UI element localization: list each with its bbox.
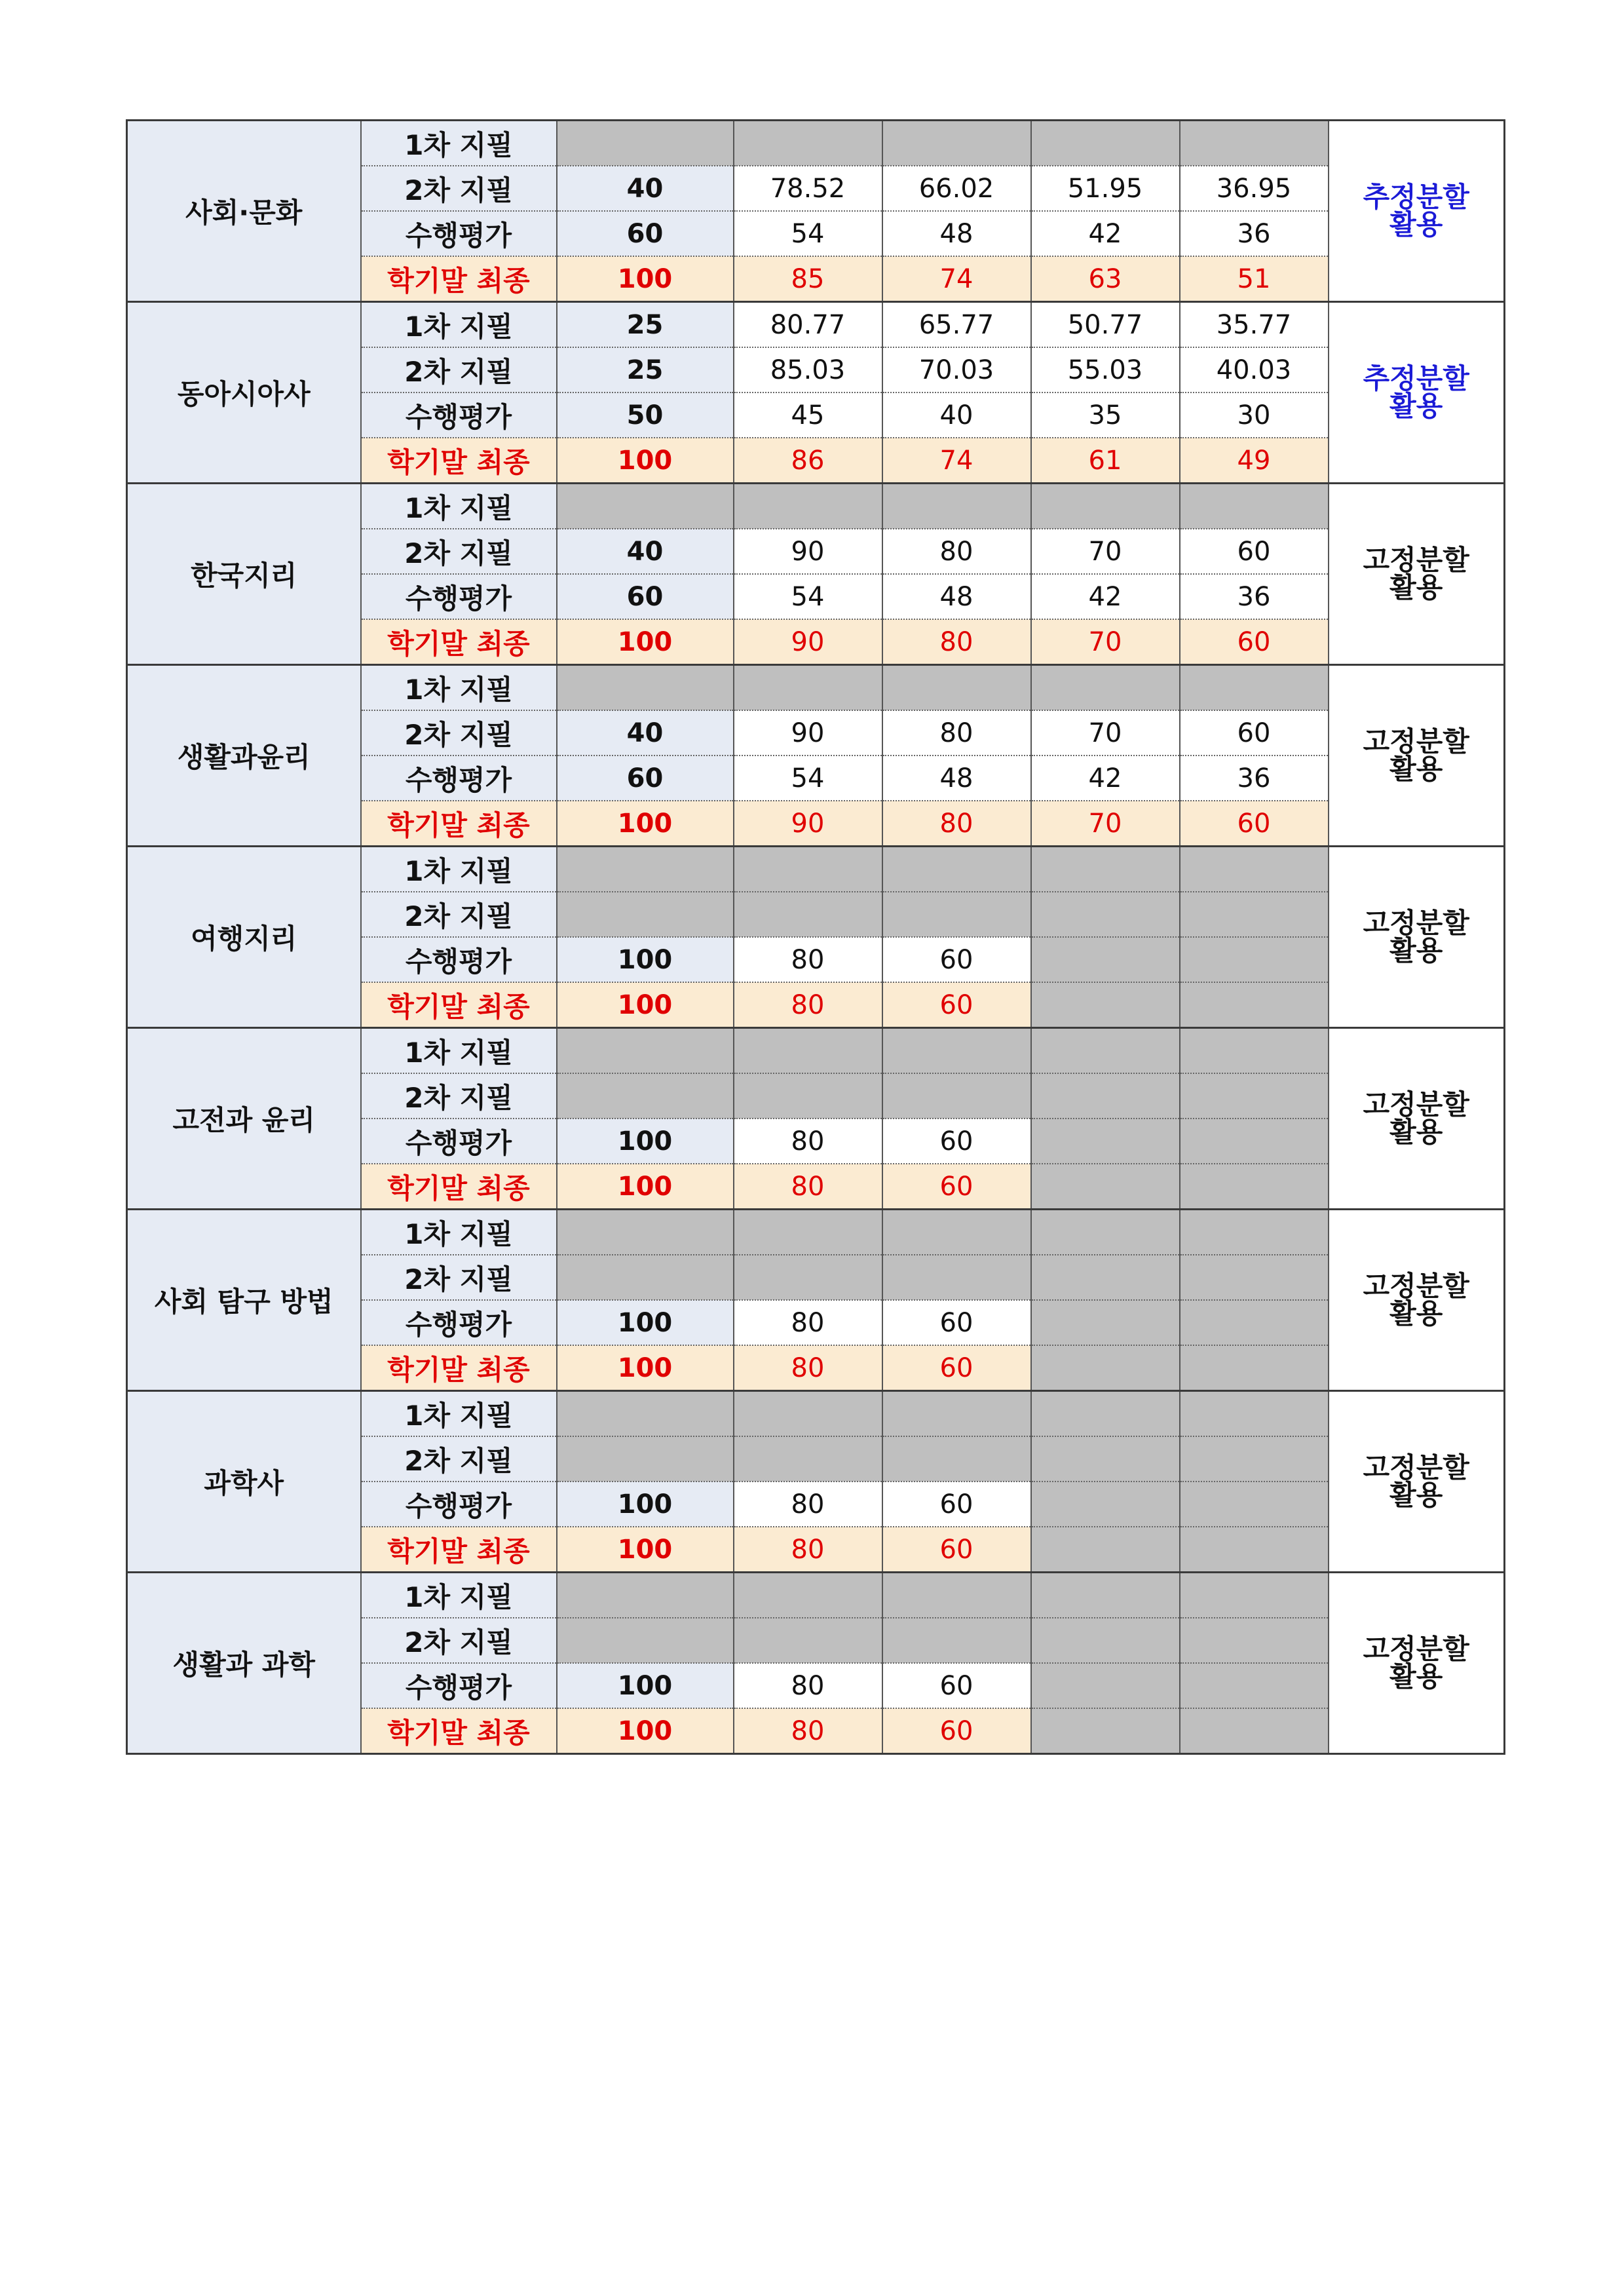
weight-cell: 40 — [557, 710, 734, 756]
empty-cell — [1180, 1482, 1329, 1527]
table-row — [127, 1391, 1505, 1437]
empty-cell — [557, 1573, 734, 1618]
cutoff-cell: 42 — [1031, 756, 1180, 801]
empty-cell — [1031, 1300, 1180, 1345]
table-body — [127, 121, 1505, 1754]
empty-cell — [734, 665, 882, 711]
empty-cell — [1031, 1210, 1180, 1255]
assessment-label: 2차 지필 — [361, 347, 557, 392]
assessment-label: 2차 지필 — [361, 1618, 557, 1663]
cutoff-cell: 60 — [882, 1663, 1031, 1708]
empty-cell — [882, 1073, 1031, 1119]
empty-cell — [557, 665, 734, 711]
assessment-label: 2차 지필 — [361, 1436, 557, 1482]
table-row — [127, 847, 1505, 892]
weight-cell: 100 — [557, 1345, 734, 1391]
empty-cell — [882, 847, 1031, 892]
empty-cell — [734, 1073, 882, 1119]
assessment-label: 수행평가 — [361, 574, 557, 619]
empty-cell — [734, 1255, 882, 1300]
split-method-note — [1329, 1210, 1505, 1391]
empty-cell — [1180, 1527, 1329, 1573]
method-line: 고정분할 — [1363, 725, 1469, 757]
method-line: 활용 — [1389, 208, 1443, 240]
assessment-label: 1차 지필 — [361, 302, 557, 348]
method-line: 고정분할 — [1363, 1451, 1469, 1483]
weight-cell: 25 — [557, 302, 734, 348]
empty-cell — [882, 121, 1031, 166]
final-cutoff-cell: 80 — [734, 982, 882, 1028]
method-line: 추정분할 — [1363, 362, 1469, 394]
weight-cell: 100 — [557, 1300, 734, 1345]
table-row — [127, 1028, 1505, 1074]
grade-cutoff-table — [126, 119, 1505, 1755]
assessment-label: 2차 지필 — [361, 529, 557, 574]
cutoff-cell: 80 — [734, 1482, 882, 1527]
final-cutoff-cell: 80 — [882, 801, 1031, 847]
assessment-label: 수행평가 — [361, 392, 557, 438]
empty-cell — [1180, 1300, 1329, 1345]
empty-cell — [557, 121, 734, 166]
empty-cell — [1180, 937, 1329, 982]
empty-cell — [1180, 121, 1329, 166]
cutoff-cell: 80 — [882, 710, 1031, 756]
table-row — [127, 121, 1505, 166]
empty-cell — [1031, 1255, 1180, 1300]
cutoff-cell: 90 — [734, 710, 882, 756]
final-cutoff-cell: 60 — [882, 1345, 1031, 1391]
method-line: 활용 — [1389, 390, 1443, 422]
empty-cell — [1180, 484, 1329, 529]
empty-cell — [557, 892, 734, 937]
weight-cell: 100 — [557, 801, 734, 847]
empty-cell — [557, 1028, 734, 1074]
weight-cell: 100 — [557, 1482, 734, 1527]
method-line: 고정분할 — [1363, 1633, 1469, 1665]
split-method-note — [1329, 1391, 1505, 1573]
empty-cell — [1031, 1482, 1180, 1527]
assessment-label: 수행평가 — [361, 756, 557, 801]
cutoff-cell: 60 — [1180, 529, 1329, 574]
empty-cell — [882, 665, 1031, 711]
empty-cell — [1180, 847, 1329, 892]
final-cutoff-cell: 74 — [882, 438, 1031, 484]
empty-cell — [1180, 1073, 1329, 1119]
table-row — [127, 1210, 1505, 1255]
empty-cell — [1180, 1436, 1329, 1482]
empty-cell — [1031, 1073, 1180, 1119]
empty-cell — [1180, 1663, 1329, 1708]
final-score-label: 학기말 최종 — [361, 619, 557, 665]
cutoff-cell: 70.03 — [882, 347, 1031, 392]
empty-cell — [1180, 892, 1329, 937]
final-cutoff-cell: 51 — [1180, 256, 1329, 302]
final-score-label: 학기말 최종 — [361, 1164, 557, 1210]
empty-cell — [882, 1436, 1031, 1482]
empty-cell — [1180, 1708, 1329, 1754]
cutoff-cell: 60 — [882, 1482, 1031, 1527]
final-cutoff-cell: 60 — [1180, 801, 1329, 847]
assessment-label: 1차 지필 — [361, 1210, 557, 1255]
empty-cell — [1031, 1164, 1180, 1210]
cutoff-cell: 45 — [734, 392, 882, 438]
subject-name: 생활과윤리 — [127, 665, 361, 847]
final-cutoff-cell: 63 — [1031, 256, 1180, 302]
empty-cell — [1031, 982, 1180, 1028]
final-cutoff-cell: 80 — [734, 1345, 882, 1391]
empty-cell — [882, 1391, 1031, 1437]
empty-cell — [1031, 665, 1180, 711]
empty-cell — [882, 892, 1031, 937]
table-row — [127, 302, 1505, 348]
weight-cell: 25 — [557, 347, 734, 392]
final-cutoff-cell: 74 — [882, 256, 1031, 302]
weight-cell: 60 — [557, 211, 734, 256]
empty-cell — [1180, 1618, 1329, 1663]
subject-name: 고전과 윤리 — [127, 1028, 361, 1210]
empty-cell — [1180, 1210, 1329, 1255]
empty-cell — [1180, 1164, 1329, 1210]
assessment-label: 수행평가 — [361, 1663, 557, 1708]
assessment-label: 2차 지필 — [361, 1073, 557, 1119]
final-score-label: 학기말 최종 — [361, 801, 557, 847]
empty-cell — [1031, 1119, 1180, 1164]
cutoff-cell: 48 — [882, 574, 1031, 619]
cutoff-cell: 35.77 — [1180, 302, 1329, 348]
method-line: 활용 — [1389, 1479, 1443, 1511]
assessment-label: 1차 지필 — [361, 847, 557, 892]
empty-cell — [1180, 1255, 1329, 1300]
final-score-label: 학기말 최종 — [361, 438, 557, 484]
empty-cell — [557, 484, 734, 529]
cutoff-cell: 54 — [734, 211, 882, 256]
empty-cell — [1180, 1028, 1329, 1074]
subject-name: 사회 탐구 방법 — [127, 1210, 361, 1391]
final-score-label: 학기말 최종 — [361, 1527, 557, 1573]
split-method-note — [1329, 1028, 1505, 1210]
empty-cell — [1180, 982, 1329, 1028]
final-cutoff-cell: 70 — [1031, 619, 1180, 665]
subject-name: 사회·문화 — [127, 121, 361, 302]
empty-cell — [1031, 484, 1180, 529]
cutoff-cell: 80 — [734, 1663, 882, 1708]
cutoff-cell: 54 — [734, 574, 882, 619]
final-score-label: 학기말 최종 — [361, 1708, 557, 1754]
final-cutoff-cell: 60 — [882, 982, 1031, 1028]
empty-cell — [1031, 1708, 1180, 1754]
empty-cell — [734, 1391, 882, 1437]
weight-cell: 50 — [557, 392, 734, 438]
empty-cell — [1180, 1345, 1329, 1391]
split-method-note — [1329, 484, 1505, 665]
weight-cell: 60 — [557, 756, 734, 801]
assessment-label: 2차 지필 — [361, 1255, 557, 1300]
method-line: 고정분할 — [1363, 1088, 1469, 1120]
method-line: 고정분할 — [1363, 544, 1469, 576]
final-cutoff-cell: 80 — [882, 619, 1031, 665]
cutoff-cell: 54 — [734, 756, 882, 801]
final-score-label: 학기말 최종 — [361, 982, 557, 1028]
empty-cell — [557, 1210, 734, 1255]
empty-cell — [882, 1210, 1031, 1255]
weight-cell: 40 — [557, 529, 734, 574]
final-cutoff-cell: 85 — [734, 256, 882, 302]
weight-cell: 100 — [557, 1663, 734, 1708]
empty-cell — [1031, 1527, 1180, 1573]
method-line: 활용 — [1389, 1660, 1443, 1693]
weight-cell: 100 — [557, 1164, 734, 1210]
split-method-note — [1329, 1573, 1505, 1754]
cutoff-cell: 51.95 — [1031, 166, 1180, 211]
cutoff-cell: 78.52 — [734, 166, 882, 211]
cutoff-cell: 40.03 — [1180, 347, 1329, 392]
cutoff-cell: 40 — [882, 392, 1031, 438]
weight-cell: 40 — [557, 166, 734, 211]
weight-cell: 100 — [557, 256, 734, 302]
cutoff-cell: 42 — [1031, 211, 1180, 256]
empty-cell — [1180, 1573, 1329, 1618]
empty-cell — [882, 1028, 1031, 1074]
final-cutoff-cell: 90 — [734, 619, 882, 665]
cutoff-cell: 80.77 — [734, 302, 882, 348]
final-cutoff-cell: 70 — [1031, 801, 1180, 847]
weight-cell: 100 — [557, 438, 734, 484]
cutoff-cell: 50.77 — [1031, 302, 1180, 348]
cutoff-cell: 85.03 — [734, 347, 882, 392]
assessment-label: 1차 지필 — [361, 121, 557, 166]
empty-cell — [1031, 1028, 1180, 1074]
empty-cell — [734, 1436, 882, 1482]
weight-cell: 60 — [557, 574, 734, 619]
cutoff-cell: 60 — [1180, 710, 1329, 756]
final-cutoff-cell: 61 — [1031, 438, 1180, 484]
empty-cell — [734, 1028, 882, 1074]
cutoff-cell: 48 — [882, 211, 1031, 256]
assessment-label: 수행평가 — [361, 1300, 557, 1345]
cutoff-cell: 36 — [1180, 756, 1329, 801]
cutoff-cell: 80 — [734, 1119, 882, 1164]
final-cutoff-cell: 86 — [734, 438, 882, 484]
assessment-label: 1차 지필 — [361, 1028, 557, 1074]
cutoff-cell: 90 — [734, 529, 882, 574]
table-row — [127, 665, 1505, 711]
empty-cell — [734, 1210, 882, 1255]
empty-cell — [734, 892, 882, 937]
split-method-note — [1329, 665, 1505, 847]
empty-cell — [1031, 121, 1180, 166]
cutoff-cell: 80 — [734, 937, 882, 982]
cutoff-cell: 35 — [1031, 392, 1180, 438]
assessment-label: 2차 지필 — [361, 710, 557, 756]
empty-cell — [1031, 1618, 1180, 1663]
empty-cell — [1031, 892, 1180, 937]
subject-name: 동아시아사 — [127, 302, 361, 484]
final-cutoff-cell: 60 — [1180, 619, 1329, 665]
empty-cell — [557, 1255, 734, 1300]
weight-cell: 100 — [557, 619, 734, 665]
cutoff-cell: 36 — [1180, 211, 1329, 256]
subject-name: 과학사 — [127, 1391, 361, 1573]
final-cutoff-cell: 60 — [882, 1708, 1031, 1754]
final-score-label: 학기말 최종 — [361, 256, 557, 302]
subject-name: 생활과 과학 — [127, 1573, 361, 1754]
empty-cell — [557, 1618, 734, 1663]
empty-cell — [1180, 1119, 1329, 1164]
empty-cell — [557, 1073, 734, 1119]
cutoff-cell: 60 — [882, 1300, 1031, 1345]
cutoff-cell: 36.95 — [1180, 166, 1329, 211]
weight-cell: 100 — [557, 1119, 734, 1164]
final-cutoff-cell: 80 — [734, 1164, 882, 1210]
assessment-label: 2차 지필 — [361, 892, 557, 937]
weight-cell: 100 — [557, 937, 734, 982]
subject-name: 한국지리 — [127, 484, 361, 665]
final-score-label: 학기말 최종 — [361, 1345, 557, 1391]
method-line: 활용 — [1389, 1116, 1443, 1148]
cutoff-cell: 70 — [1031, 529, 1180, 574]
table-row — [127, 1573, 1505, 1618]
weight-cell: 100 — [557, 1708, 734, 1754]
empty-cell — [557, 847, 734, 892]
final-cutoff-cell: 80 — [734, 1527, 882, 1573]
final-cutoff-cell: 60 — [882, 1164, 1031, 1210]
method-line: 활용 — [1389, 934, 1443, 966]
cutoff-cell: 80 — [734, 1300, 882, 1345]
assessment-label: 수행평가 — [361, 1119, 557, 1164]
assessment-label: 수행평가 — [361, 937, 557, 982]
assessment-label: 1차 지필 — [361, 665, 557, 711]
cutoff-cell: 60 — [882, 1119, 1031, 1164]
empty-cell — [882, 484, 1031, 529]
split-method-note — [1329, 847, 1505, 1028]
cutoff-cell: 65.77 — [882, 302, 1031, 348]
weight-cell: 100 — [557, 1527, 734, 1573]
assessment-label: 2차 지필 — [361, 166, 557, 211]
empty-cell — [1031, 1663, 1180, 1708]
assessment-label: 수행평가 — [361, 1482, 557, 1527]
method-line: 고정분할 — [1363, 1270, 1469, 1302]
empty-cell — [734, 847, 882, 892]
subject-name: 여행지리 — [127, 847, 361, 1028]
empty-cell — [734, 1618, 882, 1663]
cutoff-cell: 60 — [882, 937, 1031, 982]
empty-cell — [1031, 1391, 1180, 1437]
assessment-label: 1차 지필 — [361, 484, 557, 529]
split-method-note — [1329, 302, 1505, 484]
empty-cell — [1180, 1391, 1329, 1437]
assessment-label: 1차 지필 — [361, 1573, 557, 1618]
empty-cell — [1031, 1573, 1180, 1618]
empty-cell — [1180, 665, 1329, 711]
final-cutoff-cell: 49 — [1180, 438, 1329, 484]
assessment-label: 수행평가 — [361, 211, 557, 256]
weight-cell: 100 — [557, 982, 734, 1028]
cutoff-cell: 48 — [882, 756, 1031, 801]
final-cutoff-cell: 80 — [734, 1708, 882, 1754]
assessment-label: 1차 지필 — [361, 1391, 557, 1437]
empty-cell — [734, 484, 882, 529]
empty-cell — [882, 1618, 1031, 1663]
cutoff-cell: 42 — [1031, 574, 1180, 619]
empty-cell — [882, 1573, 1031, 1618]
method-line: 활용 — [1389, 753, 1443, 785]
table-row — [127, 484, 1505, 529]
method-line: 추정분할 — [1363, 181, 1469, 213]
cutoff-cell: 36 — [1180, 574, 1329, 619]
cutoff-cell: 55.03 — [1031, 347, 1180, 392]
empty-cell — [557, 1391, 734, 1437]
empty-cell — [1031, 1345, 1180, 1391]
final-cutoff-cell: 90 — [734, 801, 882, 847]
empty-cell — [1031, 937, 1180, 982]
cutoff-cell: 66.02 — [882, 166, 1031, 211]
split-method-note — [1329, 121, 1505, 302]
empty-cell — [557, 1436, 734, 1482]
empty-cell — [882, 1255, 1031, 1300]
empty-cell — [1031, 847, 1180, 892]
cutoff-cell: 80 — [882, 529, 1031, 574]
method-line: 활용 — [1389, 571, 1443, 603]
method-line: 활용 — [1389, 1297, 1443, 1330]
cutoff-cell: 70 — [1031, 710, 1180, 756]
method-line: 고정분할 — [1363, 907, 1469, 939]
empty-cell — [1031, 1436, 1180, 1482]
empty-cell — [734, 121, 882, 166]
cutoff-cell: 30 — [1180, 392, 1329, 438]
empty-cell — [734, 1573, 882, 1618]
final-cutoff-cell: 60 — [882, 1527, 1031, 1573]
